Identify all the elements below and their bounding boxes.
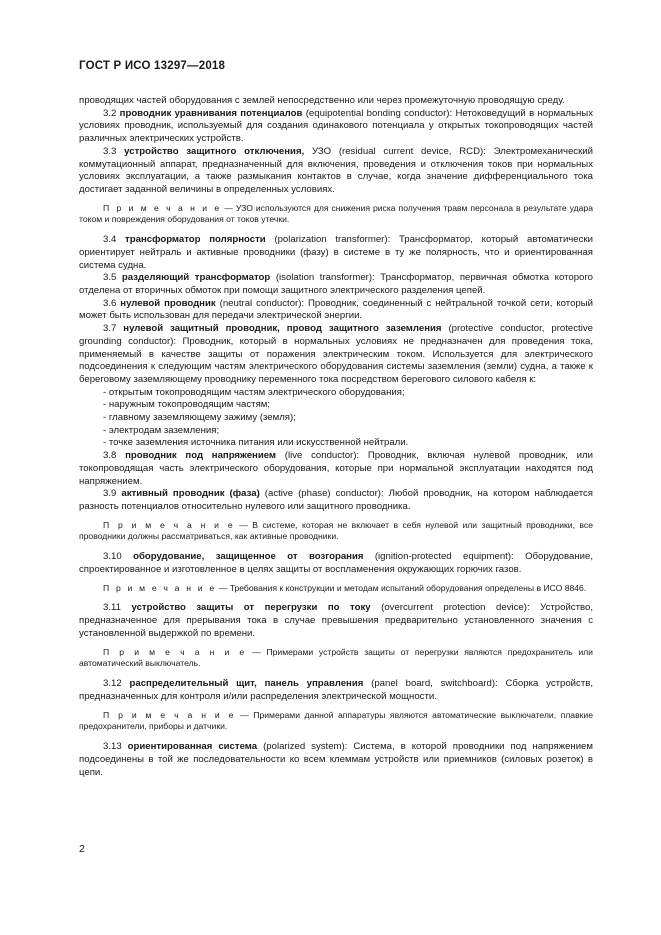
def-text: (equipotential bonding conductor): Нетоковедущий в нормальных условиях проводник, используемый для создания одинакового потенциала у открытых токопроводящих частей различных электрических устройств. — [79, 107, 593, 145]
note-label: П р и м е ч а н и е — [103, 646, 247, 657]
definition-3-11 — [79, 602, 593, 640]
def-term: разделяющий трансформатор — [121, 272, 271, 284]
def-text: (polarized system): Система, в которой проводники под напряжением подсоединены в той же последовательности ко всем клеммам устройств или приемников (силовых розеток) в цепи. — [79, 741, 593, 778]
def-text: (ignition-protected equipment): Оборудование, спроектированное и изготовленное в целях защиты от воспламенения окружающих горючих газов. — [79, 551, 593, 575]
def-number: 3.13 — [103, 741, 122, 753]
def-number: 3.9 — [103, 488, 117, 500]
def-text: (active (phase) conductor): Любой проводник, на котором наблюдается разность потенциалов относительно нулевого или защитного проводника. — [79, 488, 593, 512]
def-text: (neutral conductor): Проводник, соединенный с нейтральной точкой сети, который может быть использован для передачи электрической энергии. — [79, 297, 594, 322]
note-3-11 — [79, 647, 593, 671]
note-text: — Примерами данной аппаратуры являются автоматические выключатели, плавкие предохранители, приборы и датчики. — [79, 709, 593, 732]
def-term: оборудование, защищенное от возгорания — [133, 551, 364, 563]
note-label: П р и м е ч а н и е — [103, 519, 235, 530]
definition-3-6 — [79, 298, 593, 323]
def-term: проводник под напряжением — [125, 450, 277, 462]
def-number: 3.12 — [103, 678, 122, 690]
def-number: 3.2 — [103, 107, 117, 119]
def-number: 3.8 — [103, 450, 117, 462]
def-number: 3.4 — [103, 234, 117, 246]
page-header: ГОСТ Р ИСО 13297—2018 — [79, 60, 226, 72]
note-text: — Примерами устройств защиты от перегрузки являются предохранитель или автоматический выключатель. — [79, 646, 593, 669]
def-text: (panel board, switchboard): Сборка устройств, предназначенных для контроля и/или распределения электрической мощности. — [79, 678, 593, 702]
definition-3-5 — [79, 272, 593, 297]
definition-3-10 — [79, 551, 593, 576]
note-label: П р и м е ч а н и е — [103, 202, 222, 213]
def-term: трансформатор полярности — [125, 234, 266, 246]
def-term: устройство защитного отключения, — [124, 145, 305, 157]
definition-3-7 — [79, 323, 593, 387]
def-number: 3.3 — [103, 145, 117, 157]
list-item: - электродам заземления; — [103, 424, 220, 436]
def-text: (protective conductor, protective grounding conductor): Проводник, который в нормальных условиях не предназначен для проведения тока, применяемый в качестве защиты от поражения электрическим током. Используется для электрического подсоединения к следующим частям электрического оборудования системы заземления (земли) судна, а также к береговому заземляющему проводнику переменного тока посредством берегового силового кабеля к: — [79, 323, 593, 385]
note-text: — УЗО используются для снижения риска получения травм персонала в результате удара током и повреждения оборудования от токов утечки. — [79, 202, 593, 225]
list-item: - наружным токопроводящим частям; — [103, 399, 271, 411]
note-label: П р и м е ч а н и е — [103, 709, 236, 720]
intro-paragraph: проводящих частей оборудования с землей непосредственно или через промежуточную проводящую среду. — [79, 95, 565, 106]
list-item: - открытым токопроводящим частям электрического оборудования; — [103, 386, 405, 398]
definition-3-8 — [79, 450, 593, 488]
note-text: — В системе, которая не включает в себя нулевой или защитный проводники, все проводники должны рассматриваться, как активные проводники. — [79, 519, 593, 542]
note-3-9 — [79, 520, 593, 544]
definition-3-12 — [79, 678, 593, 703]
definition-3-9 — [79, 488, 593, 513]
def-term: нулевой проводник — [120, 297, 216, 309]
def-number: 3.11 — [103, 602, 121, 614]
note-text: — Требования к конструкции и методам испытаний оборудования определены в ИСО 8846. — [216, 582, 587, 593]
note-3-12 — [79, 710, 593, 734]
def-text: (live conductor): Проводник, включая нулевой проводник, или токопроводящая часть электрического оборудования, которые при нормальной эксплуатации находятся под напряжением. — [79, 450, 593, 487]
def-number: 3.5 — [103, 272, 117, 284]
def-term: распределительный щит, панель управления — [129, 678, 364, 690]
list-item: - главному заземляющему зажиму (земля); — [103, 412, 296, 424]
definition-3-13 — [79, 741, 593, 779]
def-text: УЗО (residual current device, RCD): Электромеханический коммутационный аппарат, предназначенный для включения, проведения и отключения токов при нормальных условиях эксплуатации, а также размыкания контактов в случае, когда значение дифференциального тока достигает заданной величины в определенных условиях. — [79, 145, 593, 195]
definition-3-3 — [79, 146, 593, 197]
note-3-10 — [79, 583, 593, 595]
note-label: П р и м е ч а н и е — [103, 582, 217, 593]
def-term: нулевой защитный проводник, провод защитного заземления — [123, 323, 442, 335]
def-term: активный проводник (фаза) — [121, 488, 260, 500]
definition-3-2 — [79, 108, 593, 146]
list-item: - точке заземления источника питания или искусственной нейтрали. — [103, 437, 409, 449]
def-number: 3.6 — [103, 297, 117, 309]
def-term: устройство защиты от перегрузки по току — [131, 602, 371, 614]
document-body — [79, 95, 593, 779]
def-text: (isolation transformer): Трансформатор, первичная обмотка которого отделена от вторичных обмоток при помощи защитного электрического разделения цепей. — [79, 272, 593, 297]
def-term: ориентированная система — [127, 741, 258, 753]
page-number: 2 — [79, 843, 85, 855]
def-text: (polarization transformer): Трансформатор, который автоматически ориентирует нейтраль и активные проводники (фазу) в системе в ту же полярность, что и ориентированная система судна. — [79, 234, 593, 271]
definition-3-4 — [79, 234, 593, 272]
def-text: (overcurrent protection device): Устройство, предназначенное для прерывания тока в случае превышения предварительно установленного значения с установленной выдержкой по времени. — [79, 602, 593, 639]
note-3-3 — [79, 203, 593, 227]
def-term: проводник уравнивания потенциалов — [119, 107, 303, 119]
def-number: 3.7 — [103, 323, 117, 335]
def-number: 3.10 — [103, 551, 122, 563]
